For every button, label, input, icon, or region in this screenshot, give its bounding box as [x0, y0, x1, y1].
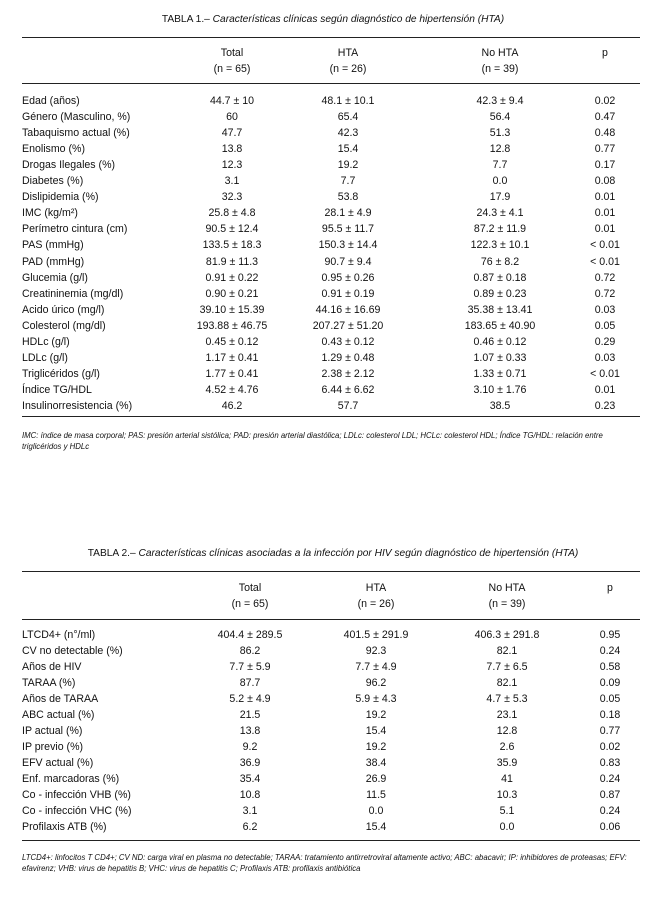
table2-total-value: 13.8	[239, 725, 261, 737]
table1-total-value: 193.88 ± 46.75	[196, 319, 268, 332]
table2-col-p: p	[607, 582, 613, 594]
table1-hta-value: 90.7 ± 9.4	[324, 255, 372, 268]
table1-total-value: 44.7 ± 10	[209, 95, 255, 107]
table1-p-value: 0.47	[594, 111, 616, 124]
table1-label: TABLA 1.–	[161, 14, 210, 25]
table1-nohta-value: 1.33 ± 0.71	[473, 367, 527, 380]
table1-total-value: 12.3	[221, 159, 243, 172]
table1-col-nohta: No HTA	[481, 47, 519, 59]
table1-hta-value: 150.3 ± 14.4	[318, 239, 378, 252]
table1-nohta-value: 12.8	[489, 143, 511, 156]
table1-total-value: 90.5 ± 12.4	[205, 223, 259, 236]
table2-p-value: 0.24	[599, 773, 621, 785]
table1-row-label: Creatininemia (mg/dl)	[22, 287, 124, 300]
table2-hta-value: 11.5	[366, 789, 386, 801]
table1-p-value: 0.17	[594, 159, 616, 172]
table1-total-value: 39.10 ± 15.39	[199, 303, 265, 316]
table1-row-label: Perímetro cintura (cm)	[22, 223, 128, 236]
table1-bottom-rule	[22, 416, 640, 417]
table1-hta-value: 7.7	[340, 175, 356, 188]
table1-p-value: 0.03	[594, 351, 616, 364]
table2-total-value: 35.4	[239, 773, 261, 785]
table1-total-value: 0.45 ± 0.12	[205, 335, 259, 348]
table1-total-value: 46.2	[221, 399, 243, 412]
table1-p-value: 0.08	[594, 175, 616, 188]
table1-row-label: Enolismo (%)	[22, 143, 85, 156]
table1-row-label: Género (Masculino, %)	[22, 111, 131, 124]
table1-p-value: 0.29	[594, 335, 616, 348]
table1-row-label: PAD (mmHg)	[22, 255, 85, 268]
table1-nohta-value: 76 ± 8.2	[480, 255, 520, 268]
table1-total-value: 0.90 ± 0.21	[205, 287, 259, 300]
table2-p-value: 0.58	[599, 661, 621, 673]
table1-row-label: Acido úrico (mg/l)	[22, 303, 105, 316]
table1-hta-value: 1.29 ± 0.48	[321, 351, 375, 364]
table1-nohta-value: 35.38 ± 13.41	[467, 303, 533, 316]
table2-p-value: 0.05	[599, 693, 621, 705]
table1-col-total-n: (n = 65)	[213, 63, 251, 75]
table1-p-value: < 0.01	[590, 255, 620, 268]
table1-total-value: 25.8 ± 4.8	[208, 207, 256, 220]
table1-nohta-value: 56.4	[489, 111, 511, 124]
table2-hta-value: 0.0	[368, 805, 384, 817]
table1-row-label: Colesterol (mg/dl)	[22, 319, 106, 332]
table1-hta-value: 65.4	[337, 111, 359, 124]
table2-row-label: Enf. marcadoras (%)	[22, 773, 120, 785]
table1-total-value: 81.9 ± 11.3	[205, 255, 259, 268]
table1-nohta-value: 24.3 ± 4.1	[476, 207, 524, 220]
table1-nohta-value: 3.10 ± 1.76	[473, 383, 527, 396]
table2-label: TABLA 2.–	[87, 548, 136, 559]
table1-row-label: Glucemia (g/l)	[22, 271, 88, 284]
table2-hta-value: 96.2	[365, 677, 387, 689]
table2-row-label: Co - infección VHC (%)	[22, 805, 132, 817]
table2-row-label: EFV actual (%)	[22, 757, 94, 769]
table2-p-value: 0.95	[599, 629, 621, 641]
table1-p-value: < 0.01	[590, 239, 620, 252]
table1-col-p: p	[602, 47, 608, 59]
table2-hta-value: 7.7 ± 4.9	[355, 661, 397, 673]
table1-row-label: Tabaquismo actual (%)	[22, 127, 130, 140]
table2-row-label: IP previo (%)	[22, 741, 84, 753]
table2-hta-value: 19.2	[365, 741, 387, 753]
table2-hta-value: 15.4	[365, 821, 387, 833]
table1-nohta-value: 1.07 ± 0.33	[473, 351, 527, 364]
table2-p-value: 0.83	[599, 757, 621, 769]
table1-total-value: 133.5 ± 18.3	[202, 239, 262, 252]
table2-row-label: CV no detectable (%)	[22, 645, 123, 657]
table1-row-label: LDLc (g/l)	[22, 351, 68, 364]
table1-nohta-value: 183.65 ± 40.90	[464, 319, 536, 332]
table1-title: Características clínicas según diagnóstico de hipertensión (HTA)	[212, 14, 505, 25]
table1-nohta-value: 0.0	[492, 175, 508, 188]
table1-hta-value: 19.2	[337, 159, 359, 172]
table2-row-label: Co - infección VHB (%)	[22, 789, 131, 801]
table1-total-value: 60	[226, 111, 238, 124]
table2-p-value: 0.87	[599, 789, 621, 801]
table1-row-label: IMC (kg/m²)	[22, 207, 78, 220]
table2-row-label: Profilaxis ATB (%)	[22, 821, 107, 833]
table1-hta-value: 0.95 ± 0.26	[321, 271, 375, 284]
table2-total-value: 5.2 ± 4.9	[229, 693, 271, 705]
table1-hta-value: 53.8	[337, 191, 359, 204]
table1-nohta-value: 0.46 ± 0.12	[473, 335, 527, 348]
table2-p-value: 0.24	[599, 645, 621, 657]
table2-total-value: 10.8	[239, 789, 261, 801]
table1-nohta-value: 17.9	[489, 191, 511, 204]
table1-hta-value: 28.1 ± 4.9	[324, 207, 372, 220]
table2-row-label: Años de TARAA	[22, 693, 99, 705]
table2-nohta-value: 406.3 ± 291.8	[474, 629, 540, 641]
table1-p-value: 0.48	[594, 127, 616, 140]
table1-nohta-value: 0.89 ± 0.23	[473, 287, 527, 300]
table2-hta-value: 401.5 ± 291.9	[343, 629, 409, 641]
table2-nohta-value: 7.7 ± 6.5	[486, 661, 528, 673]
table2-p-value: 0.77	[599, 725, 621, 737]
table2-total-value: 21.5	[239, 709, 261, 721]
table1-p-value: 0.77	[594, 143, 616, 156]
table2-row-label: Años de HIV	[22, 661, 82, 673]
table1-total-value: 3.1	[224, 175, 240, 188]
table2-hta-value: 5.9 ± 4.3	[355, 693, 397, 705]
table2-total-value: 6.2	[242, 821, 258, 833]
table2-total-value: 3.1	[242, 805, 258, 817]
table1-row-label: Insulinorresistencia (%)	[22, 399, 133, 412]
table1-col-hta-n: (n = 26)	[329, 63, 367, 75]
table2-caption	[0, 548, 666, 559]
table1-total-value: 13.8	[221, 143, 243, 156]
table1-row-label: Diabetes (%)	[22, 175, 84, 188]
table1-hta-value: 95.5 ± 11.7	[321, 223, 375, 236]
table1-p-value: 0.23	[594, 399, 616, 412]
table2-nohta-value: 35.9	[496, 757, 518, 769]
table1-row-label: Drogas Ilegales (%)	[22, 159, 116, 172]
table2-row-label: TARAA (%)	[22, 677, 76, 689]
table1-hta-value: 0.91 ± 0.19	[321, 287, 375, 300]
table1-total-value: 4.52 ± 4.76	[205, 383, 259, 396]
table1-row-label: Dislipidemia (%)	[22, 191, 99, 204]
table1-col-total: Total	[220, 47, 244, 59]
table2-hta-value: 19.2	[365, 709, 387, 721]
table1-header-rule	[22, 83, 640, 84]
table2-nohta-value: 23.1	[496, 709, 518, 721]
table2-nohta-value: 0.0	[499, 821, 515, 833]
table1-nohta-value: 42.3 ± 9.4	[476, 95, 524, 107]
table2-total-value: 86.2	[239, 645, 261, 657]
table1-col-nohta-n: (n = 39)	[481, 63, 519, 75]
table1-row-label: HDLc (g/l)	[22, 335, 70, 348]
table2-nohta-value: 2.6	[499, 741, 515, 753]
table1-hta-value: 2.38 ± 2.12	[321, 367, 375, 380]
table1-p-value: < 0.01	[590, 367, 620, 380]
table1-nohta-value: 38.5	[489, 399, 511, 412]
table2-p-value: 0.02	[599, 741, 621, 753]
table2-nohta-value: 10.3	[496, 789, 518, 801]
table2-bottom-rule	[22, 840, 640, 841]
table1-nohta-value: 122.3 ± 10.1	[470, 239, 530, 252]
table2-row-label: IP actual (%)	[22, 725, 83, 737]
table1-p-value: 0.05	[594, 319, 616, 332]
table2-col-nohta-n: (n = 39)	[488, 598, 526, 610]
table2-nohta-value: 41	[501, 773, 513, 785]
table1-hta-value: 15.4	[337, 143, 359, 156]
table1-hta-value: 57.7	[337, 399, 359, 412]
table2-nohta-value: 5.1	[499, 805, 515, 817]
table1-p-value: 0.01	[594, 191, 616, 204]
table1-hta-value: 44.16 ± 16.69	[315, 303, 381, 316]
table1-nohta-value: 87.2 ± 11.9	[473, 223, 527, 236]
table1-hta-value: 42.3	[337, 127, 359, 140]
table1-p-value: 0.03	[594, 303, 616, 316]
table2-hta-value: 92.3	[365, 645, 387, 657]
table2-hta-value: 38.4	[365, 757, 387, 769]
table2-col-nohta: No HTA	[488, 582, 526, 594]
table2-col-total: Total	[238, 582, 262, 594]
table1-total-value: 32.3	[221, 191, 243, 204]
table1-p-value: 0.01	[594, 207, 616, 220]
table2-p-value: 0.06	[599, 821, 621, 833]
table1-caption	[0, 14, 666, 25]
table2-nohta-value: 4.7 ± 5.3	[486, 693, 528, 705]
table1-p-value: 0.72	[594, 271, 616, 284]
table1-row-label: Índice TG/HDL	[22, 383, 92, 396]
table1-hta-value: 6.44 ± 6.62	[321, 383, 375, 396]
table2-col-hta-n: (n = 26)	[357, 598, 395, 610]
table2-total-value: 9.2	[242, 741, 258, 753]
table2-nohta-value: 82.1	[496, 645, 518, 657]
table1-p-value: 0.01	[594, 223, 616, 236]
table2-nohta-value: 82.1	[496, 677, 518, 689]
table1-p-value: 0.01	[594, 383, 616, 396]
table2-total-value: 7.7 ± 5.9	[229, 661, 271, 673]
table2-title: Características clínicas asociadas a la infección por HIV según diagnóstico de hipertensión (HTA)	[138, 548, 579, 559]
table1-hta-value: 48.1 ± 10.1	[321, 95, 375, 107]
table1-total-value: 1.17 ± 0.41	[205, 351, 259, 364]
table2-total-value: 87.7	[239, 677, 261, 689]
table1-row-label: PAS (mmHg)	[22, 239, 84, 252]
table2-total-value: 404.4 ± 289.5	[217, 629, 283, 641]
table2-col-total-n: (n = 65)	[231, 598, 269, 610]
table1-top-rule	[22, 37, 640, 38]
table2-hta-value: 26.9	[365, 773, 387, 785]
table1-row-label: Triglicéridos (g/l)	[22, 367, 100, 380]
table1-total-value: 1.77 ± 0.41	[205, 367, 259, 380]
table1-footnote: IMC: índice de masa corporal; PAS: presión arterial sistólica; PAD: presión arterial diastólica; LDLc: colesterol LDL; HCLc: colesterol HDL; Índice TG/HDL: relación entre triglicéridos y HDLc	[22, 431, 603, 451]
table2-row-label: LTCD4+ (n°/ml)	[22, 629, 96, 641]
table2-hta-value: 15.4	[365, 725, 387, 737]
table1-total-value: 0.91 ± 0.22	[205, 271, 259, 284]
table1-col-hta: HTA	[337, 47, 359, 59]
table2-row-label: ABC actual (%)	[22, 709, 95, 721]
table1-p-value: 0.72	[594, 287, 616, 300]
table2-header-rule	[22, 619, 640, 620]
table2-p-value: 0.18	[599, 709, 621, 721]
table1-p-value: 0.02	[594, 95, 616, 107]
table2-footnote: LTCD4+: linfocitos T CD4+; CV ND: carga viral en plasma no detectable; TARAA: tratamiento antirretroviral altamente activo; ABC: abacavir; IP: inhibidores de proteasas; EFV: efavirenz; VHB: virus de hepatitis B; VHC: virus de hepatitis C; Profilaxis ATB: profilaxis antibiótica	[22, 853, 627, 873]
table1-hta-value: 0.43 ± 0.12	[321, 335, 375, 348]
table1-total-value: 47.7	[221, 127, 243, 140]
table2-nohta-value: 12.8	[496, 725, 518, 737]
table1-row-label: Edad (años)	[22, 95, 80, 107]
table2-p-value: 0.09	[599, 677, 621, 689]
table2-col-hta: HTA	[365, 582, 387, 594]
table2-total-value: 36.9	[239, 757, 261, 769]
table1-nohta-value: 51.3	[489, 127, 511, 140]
table1-nohta-value: 7.7	[492, 159, 508, 172]
table2-p-value: 0.24	[599, 805, 621, 817]
table1-nohta-value: 0.87 ± 0.18	[473, 271, 527, 284]
table2-top-rule	[22, 571, 640, 572]
table1-hta-value: 207.27 ± 51.20	[312, 319, 384, 332]
